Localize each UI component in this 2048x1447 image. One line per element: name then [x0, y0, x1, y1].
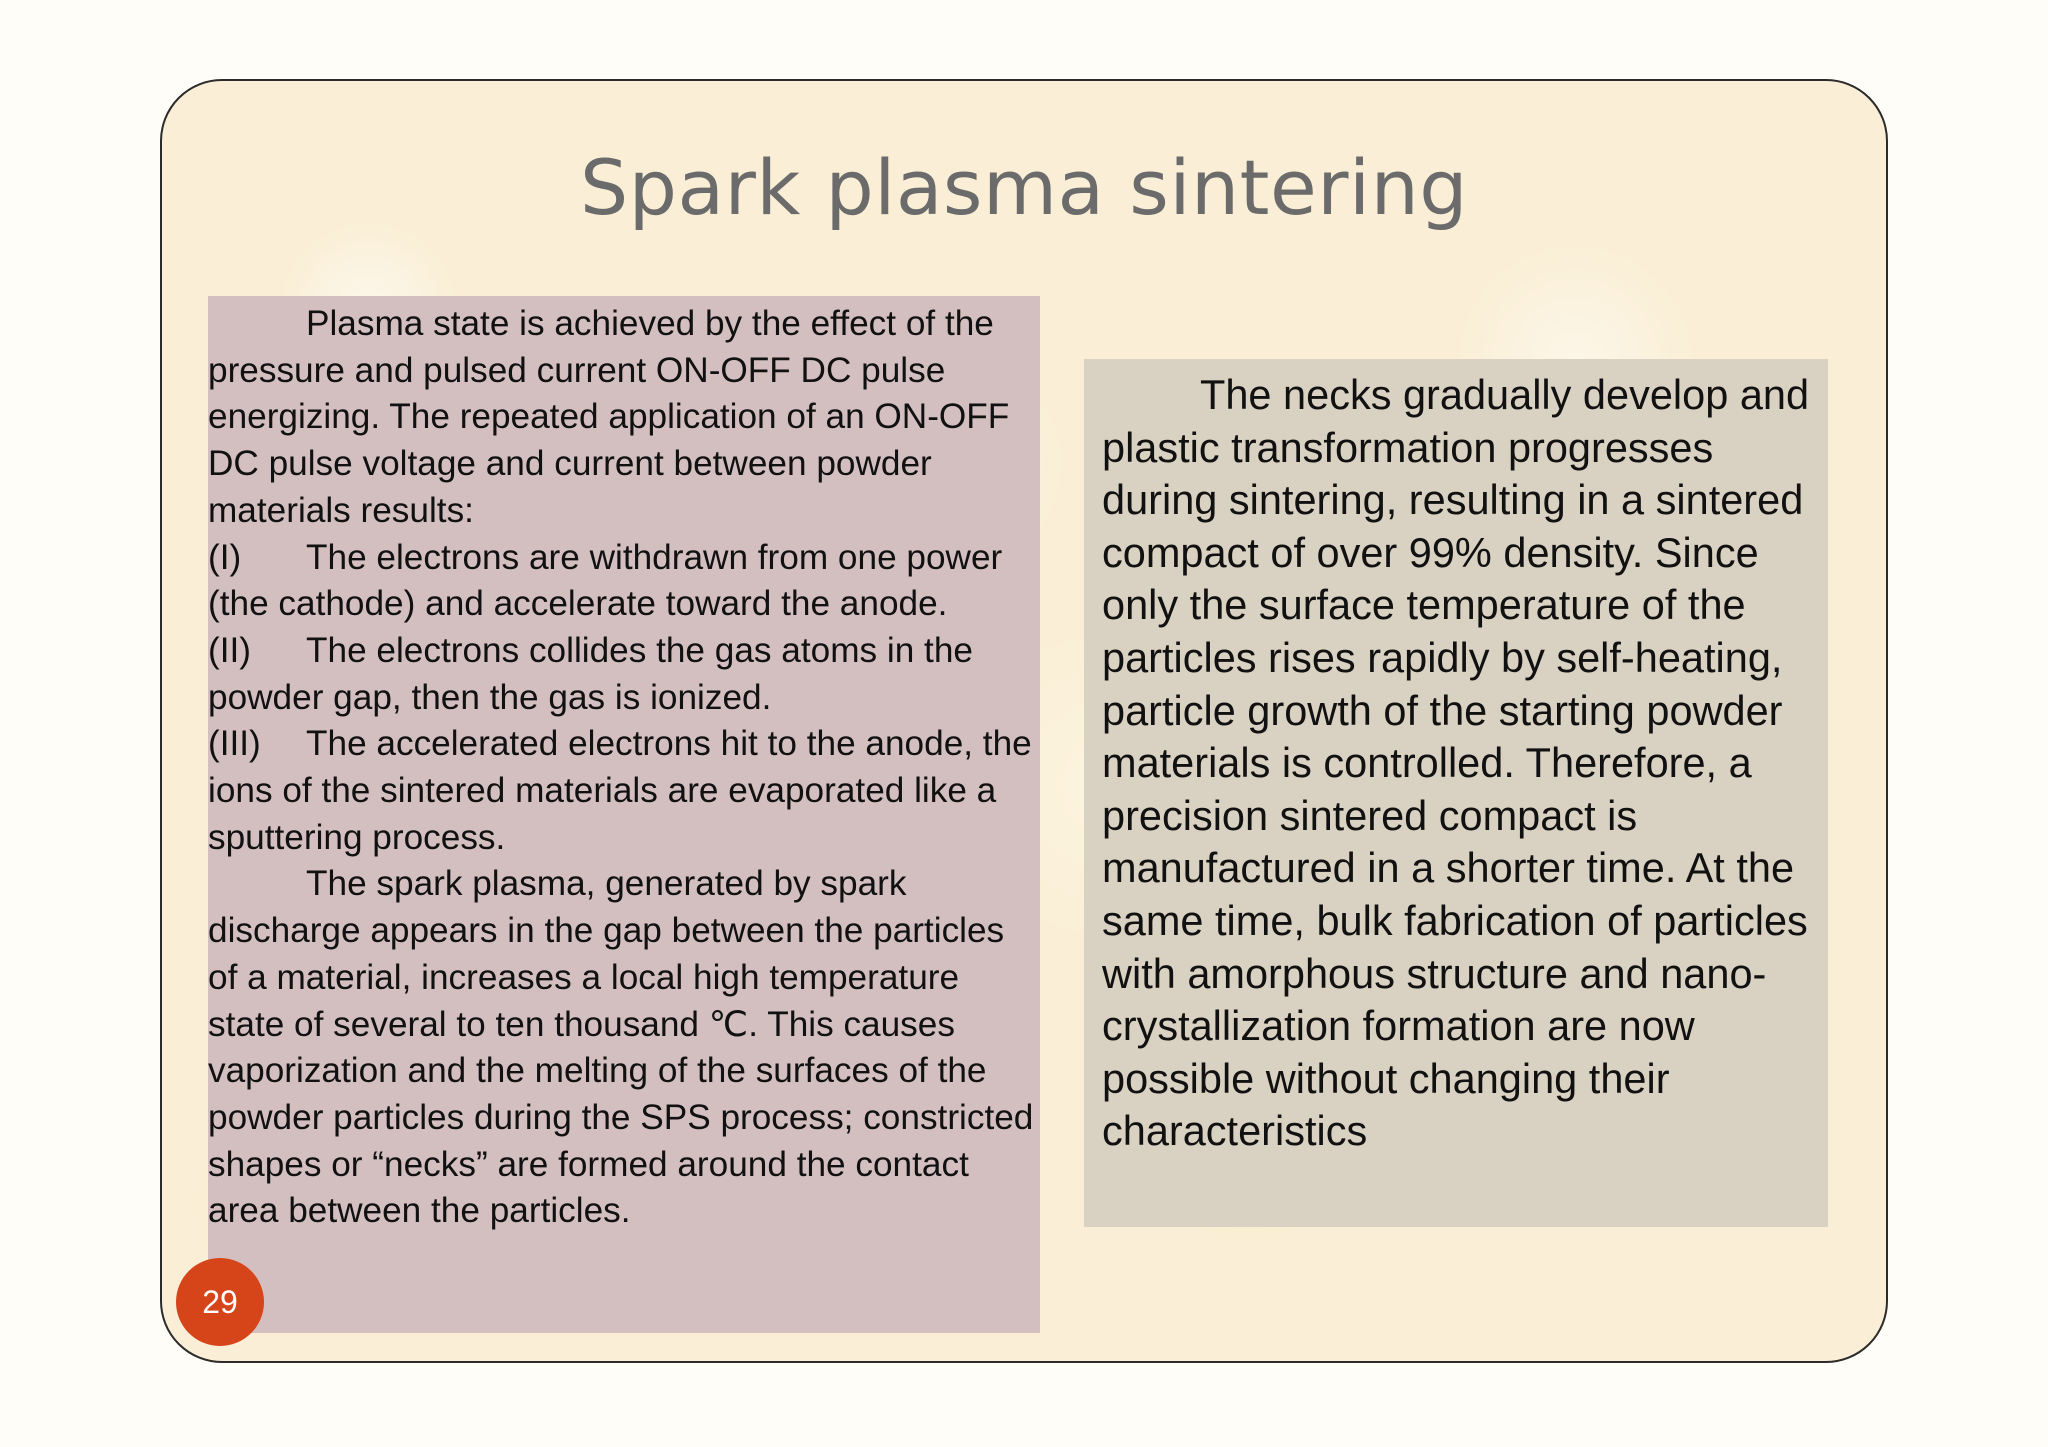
list-item — [208, 628, 1040, 721]
list-item — [208, 721, 1040, 861]
right-text-panel — [1084, 359, 1828, 1227]
list-item — [208, 535, 1040, 628]
list-item-text: The electrons are withdrawn from one power (the cathode) and accelerate toward the anode. — [208, 537, 1003, 624]
list-item-text: The electrons collides the gas atoms in the powder gap, then the gas is ionized. — [208, 630, 973, 717]
right-paragraph: The necks gradually develop and plastic transformation progresses during sintering, resulting in a sintered compact of over 99% density. Since only the surface temperature of the particles rises rapidly by self-heating, particle growth of the starting powder materials is controlled. Therefore, a precision sintered compact is manufactured in a shorter time. At the same time, bulk fabrication of particles with amorphous structure and nano-crystallization formation are now possible without changing their characteristics — [1102, 371, 1810, 1155]
list-marker: (I) — [208, 537, 242, 577]
slide — [160, 79, 1888, 1363]
list-marker: (II) — [208, 630, 251, 670]
page-number-badge: 29 — [176, 1258, 264, 1346]
slide-title: Spark plasma sintering — [580, 143, 1468, 232]
closing-paragraph: The spark plasma, generated by spark discharge appears in the gap between the particles of a material, increases a local high temperature state of several to ten thousand ℃. This causes vaporization and the melting of the surfaces of the powder particles during the SPS process; constricted shapes or “necks” are formed around the contact area between the particles. — [208, 864, 1034, 1231]
list-item-text: The accelerated electrons hit to the anode, the ions of the sintered materials are evaporated like a sputtering process. — [208, 724, 1032, 857]
intro-paragraph: Plasma state is achieved by the effect of the pressure and pulsed current ON-OFF DC pulse energizing. The repeated application of an ON-OFF DC pulse voltage and current between powder materials results: — [208, 304, 1010, 530]
left-text-panel — [208, 296, 1040, 1333]
list-marker: (III) — [208, 724, 261, 764]
